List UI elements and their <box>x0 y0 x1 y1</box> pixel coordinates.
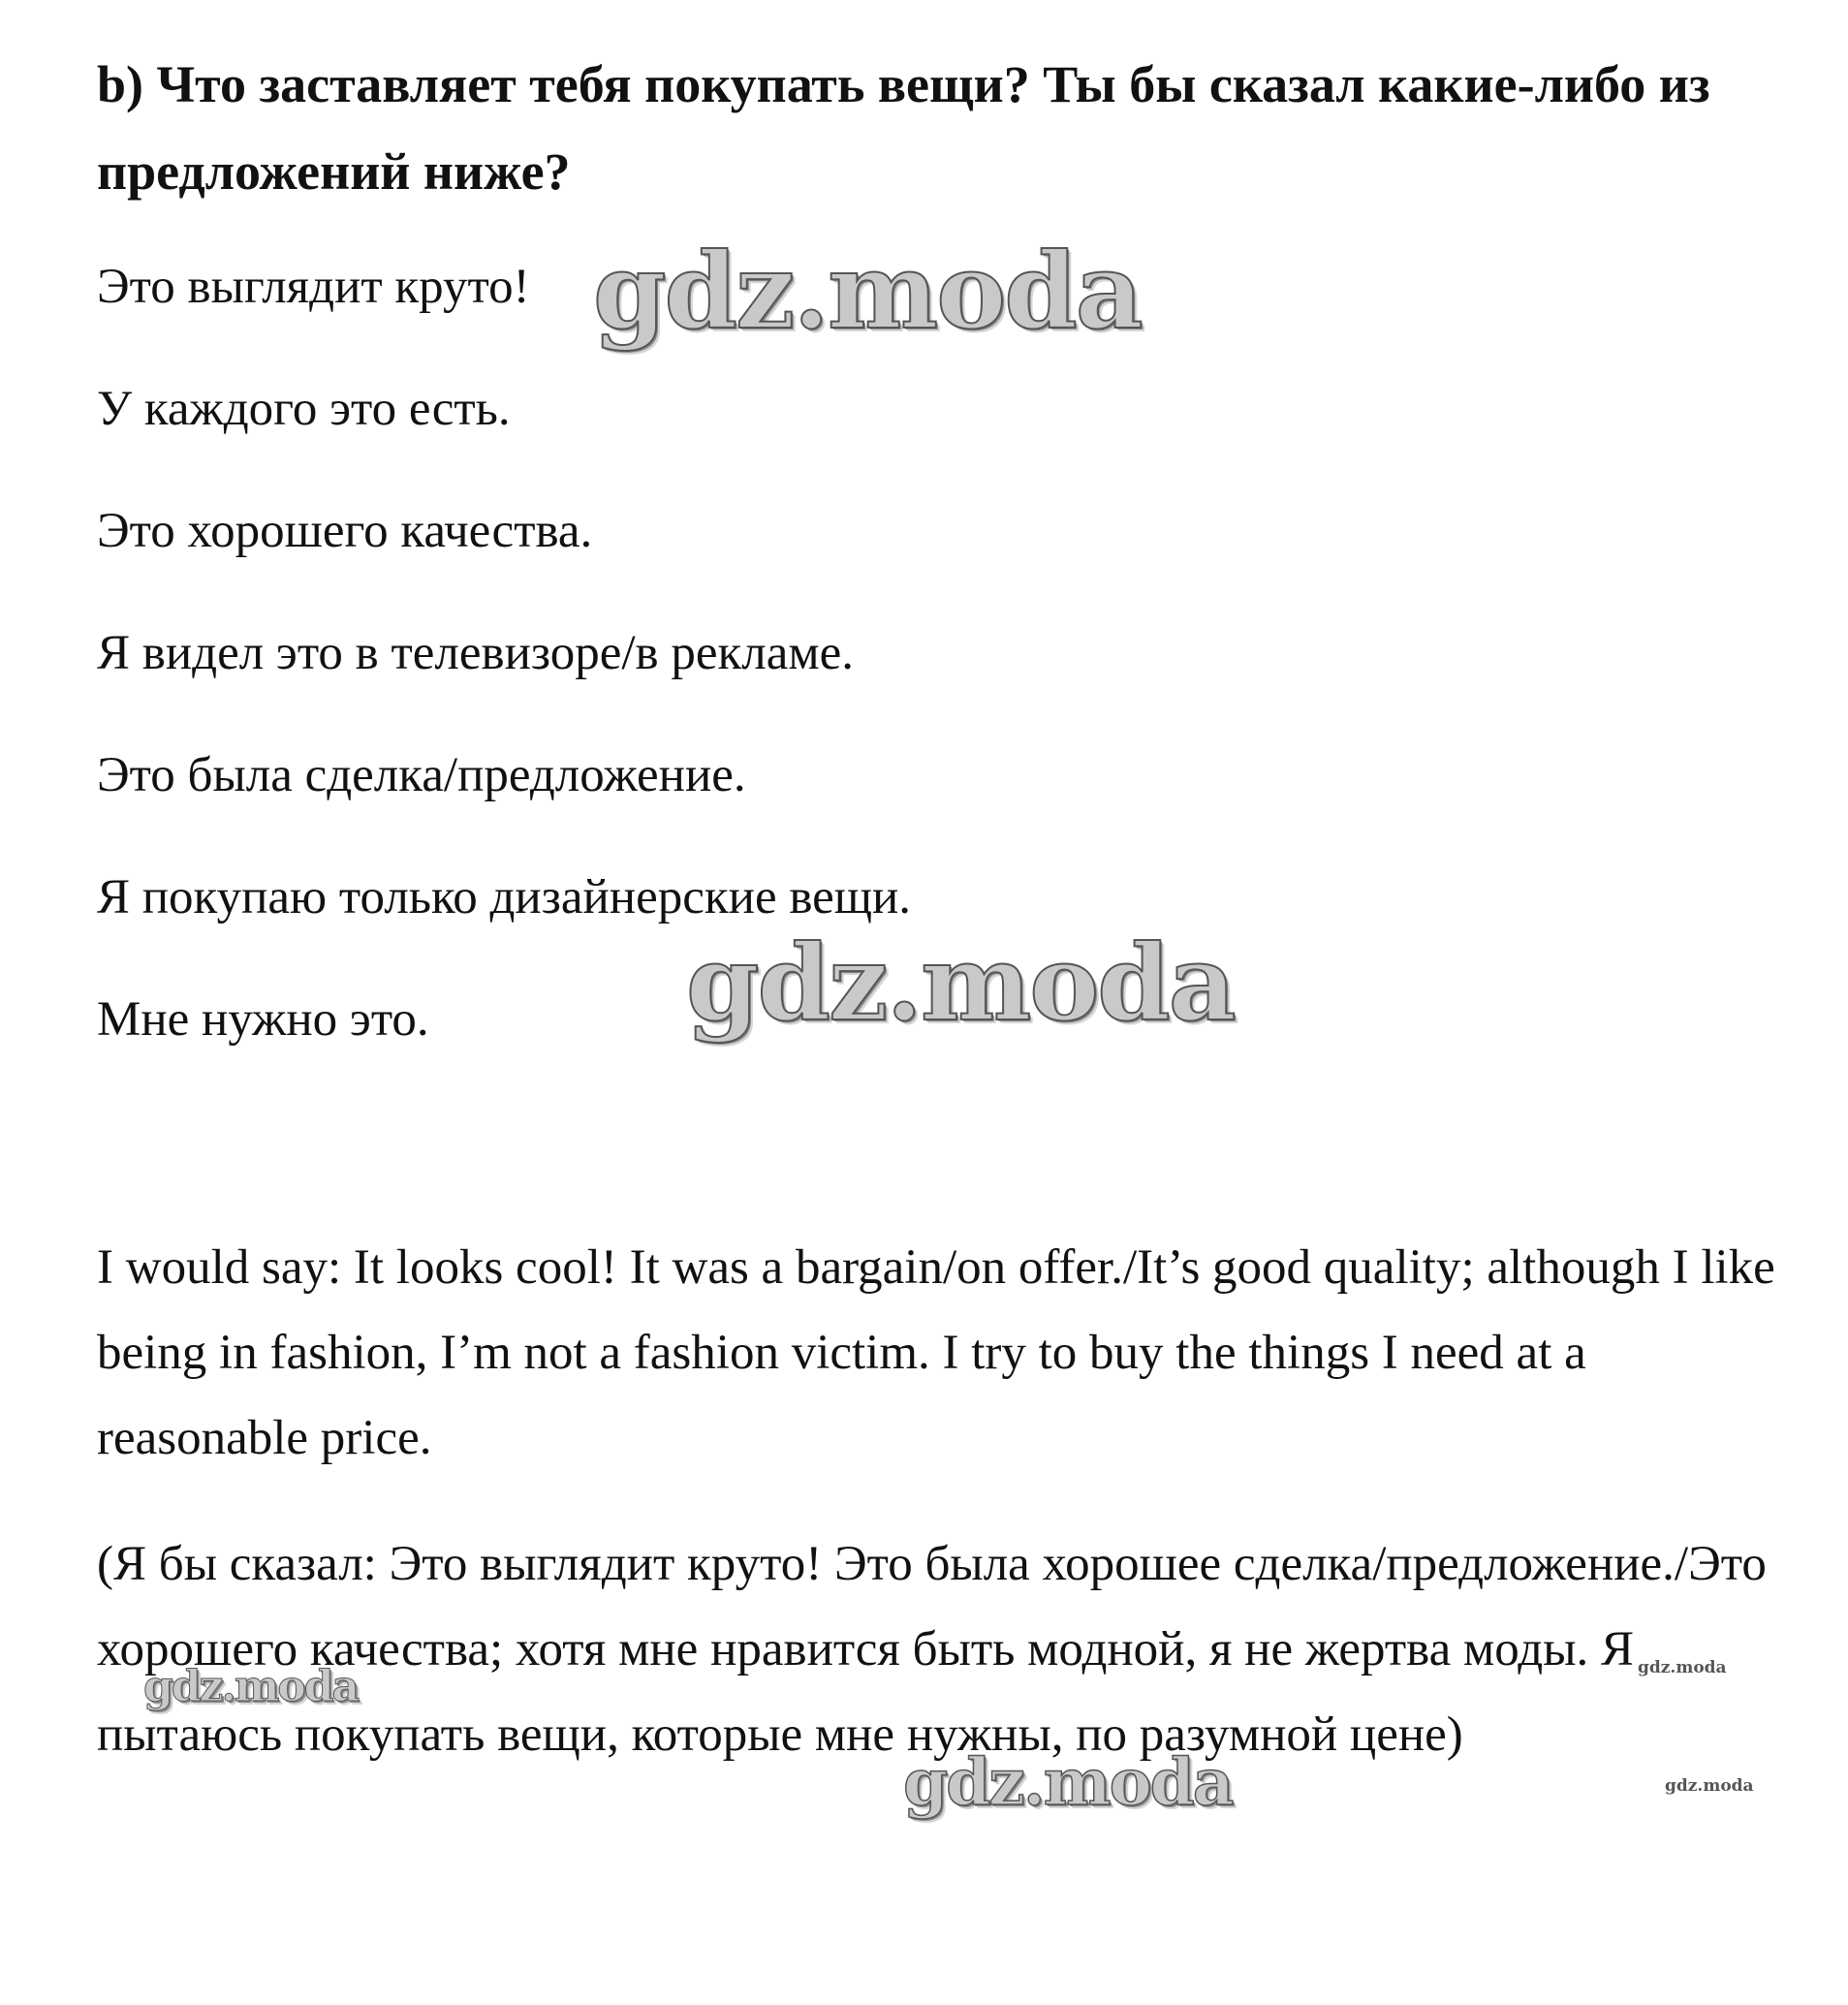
exercise-heading: b) Что заставляет тебя покупать вещи? Ты бы сказал какие-либо из предложений ниже? <box>97 55 1710 201</box>
option-line: Это хорошего качества. <box>97 504 593 558</box>
option-line: Мне нужно это. <box>97 992 429 1047</box>
option-line: Я видел это в телевизоре/в рекламе. <box>97 626 855 680</box>
option-line: Я покупаю только дизайнерские вещи. <box>97 870 912 924</box>
watermark: gdz.moda <box>686 923 1235 1045</box>
option-line: Это выглядит круто! <box>97 260 530 314</box>
answer-russian: (Я бы сказал: Это выглядит круто! Это была хорошее сделка/предложение./Это хорошего качества; хотя мне нравится быть модной, я не жертва моды. Я пытаюсь покупать вещи, которые мне нужны, по разумной цене) <box>97 1537 1767 1762</box>
watermark: gdz.moda <box>1638 1658 1727 1677</box>
answer-english: I would say: It looks cool! It was a bargain/on offer./It’s good quality; although I like being in fashion, I’m not a fashion victim. I try to buy the things I need at a reasonable price. <box>97 1240 1775 1465</box>
watermark: gdz.moda <box>903 1744 1233 1820</box>
watermark: gdz.moda <box>593 231 1142 353</box>
option-line: У каждого это есть. <box>97 382 511 436</box>
option-line: Это была сделка/предложение. <box>97 748 746 802</box>
watermark: gdz.moda <box>1665 1776 1754 1796</box>
watermark: gdz.moda <box>143 1662 359 1711</box>
